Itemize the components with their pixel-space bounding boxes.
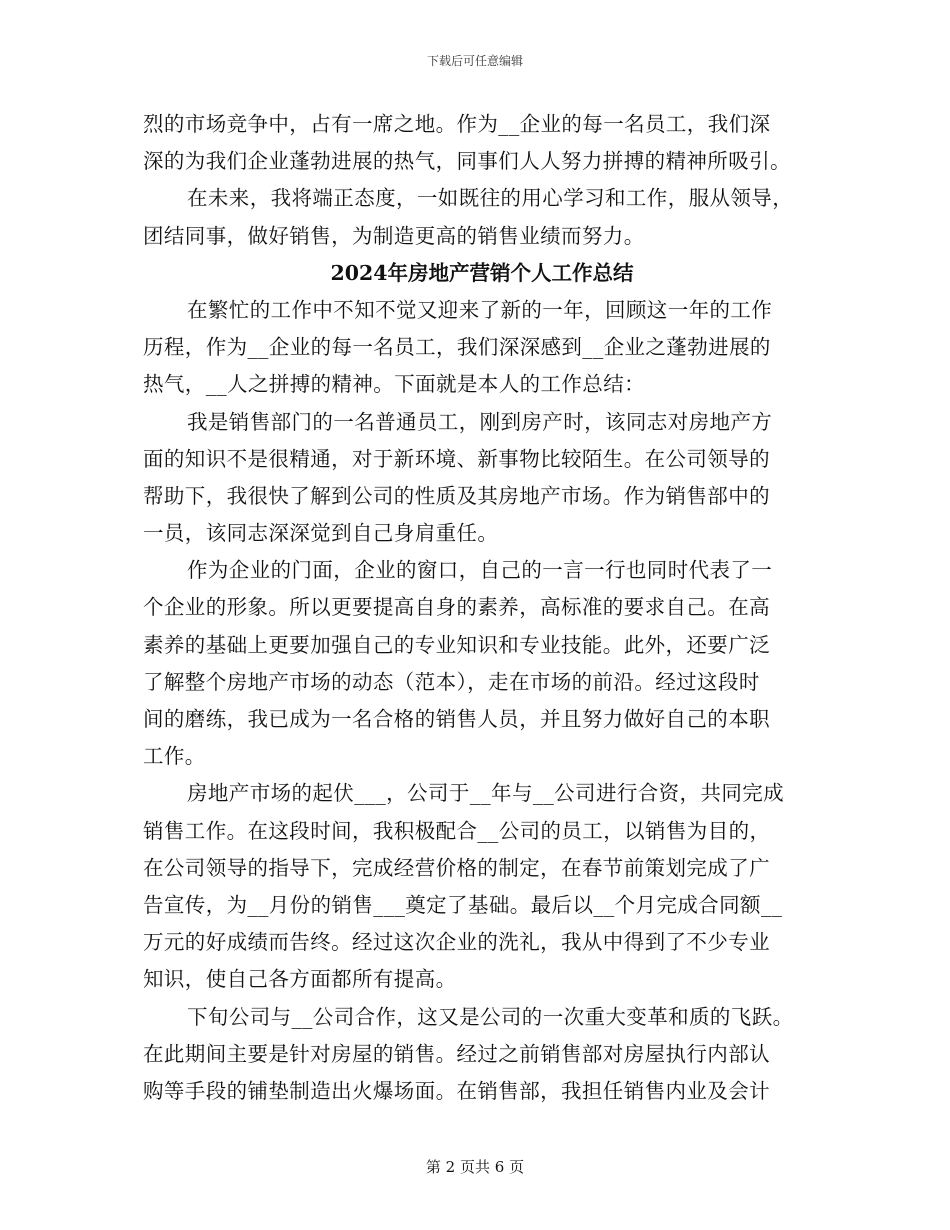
paragraph-first-line: 房地产市场的起伏___，公司于__年与__公司进行合资，共同完成: [187, 781, 785, 806]
paragraph-line: 个企业的形象。所以更要提高自身的素养，高标准的要求自己。在高: [143, 595, 770, 620]
paragraph-line: 销售工作。在这段时间，我积极配合__公司的员工，以销售为目的，: [143, 818, 771, 843]
paragraph-line: 告宣传，为__月份的销售___奠定了基础。最后以__个月完成合同额__: [143, 892, 783, 917]
section-title: 2024年房地产营销个人工作总结: [330, 260, 634, 285]
paragraph-line: 热气，__人之拼搏的精神。下面就是本人的工作总结：: [143, 372, 645, 397]
paragraph-line: 了解整个房地产市场的动态（范本），走在市场的前沿。经过这段时: [143, 669, 760, 694]
paragraph-first-line: 我是销售部门的一名普通员工，刚到房产时，该同志对房地产方: [187, 409, 773, 434]
paragraph-line: 烈的市场竞争中，占有一席之地。作为__企业的每一名员工，我们深: [143, 112, 771, 136]
paragraph-first-line: 在繁忙的工作中不知不觉又迎来了新的一年，回顾这一年的工作: [187, 297, 773, 322]
paragraph-line: 团结同事，做好销售，为制造更高的销售业绩而努力。: [143, 223, 645, 248]
paragraph-line: 在公司领导的指导下，完成经营价格的制定，在春节前策划完成了广: [143, 855, 770, 880]
paragraph-first-line: 在未来，我将端正态度，一如既往的用心学习和工作，服从领导，: [187, 186, 794, 211]
page-header-note: 下载后可任意编辑: [426, 54, 523, 68]
paragraph-line: 一员，该同志深深觉到自己身肩重任。: [143, 521, 499, 546]
document-body: [143, 106, 807, 1110]
paragraph-line: 深的为我们企业蓬勃进展的热气，同事们人人努力拼搏的精神所吸引。: [143, 149, 791, 174]
paragraph-line: 在此期间主要是针对房屋的销售。经过之前销售部对房屋执行内部认: [143, 1041, 770, 1066]
paragraph-first-line: 作为企业的门面，企业的窗口，自己的一言一行也同时代表了一: [187, 558, 773, 583]
paragraph-first-line: 下旬公司与__公司合作，这又是公司的一次重大变革和质的飞跃。: [187, 1004, 794, 1029]
paragraph-line: 间的磨练，我已成为一名合格的销售人员，并且努力做好自己的本职: [143, 707, 770, 731]
paragraph-line: 历程，作为__企业的每一名员工，我们深深感到__企业之蓬勃进展的: [143, 335, 771, 360]
paragraph-line: 知识，使自己各方面都所有提高。: [143, 967, 457, 992]
paragraph-line: 帮助下，我很快了解到公司的性质及其房地产市场。作为销售部中的: [143, 483, 770, 508]
paragraph-line: 素养的基础上更要加强自己的专业知识和专业技能。此外，还要广泛: [143, 632, 770, 657]
paragraph-line: 工作。: [143, 744, 206, 769]
paragraph-line: 购等手段的铺垫制造出火爆场面。在销售部，我担任销售内业及会计: [143, 1078, 770, 1103]
paragraph-line: 面的知识不是很精通，对于新环境、新事物比较陌生。在公司领导的: [143, 446, 770, 471]
page-number: 第 2 页共 6 页: [425, 1158, 525, 1176]
paragraph-line: 万元的好成绩而告终。经过这次企业的洗礼，我从中得到了不少专业: [143, 930, 770, 955]
